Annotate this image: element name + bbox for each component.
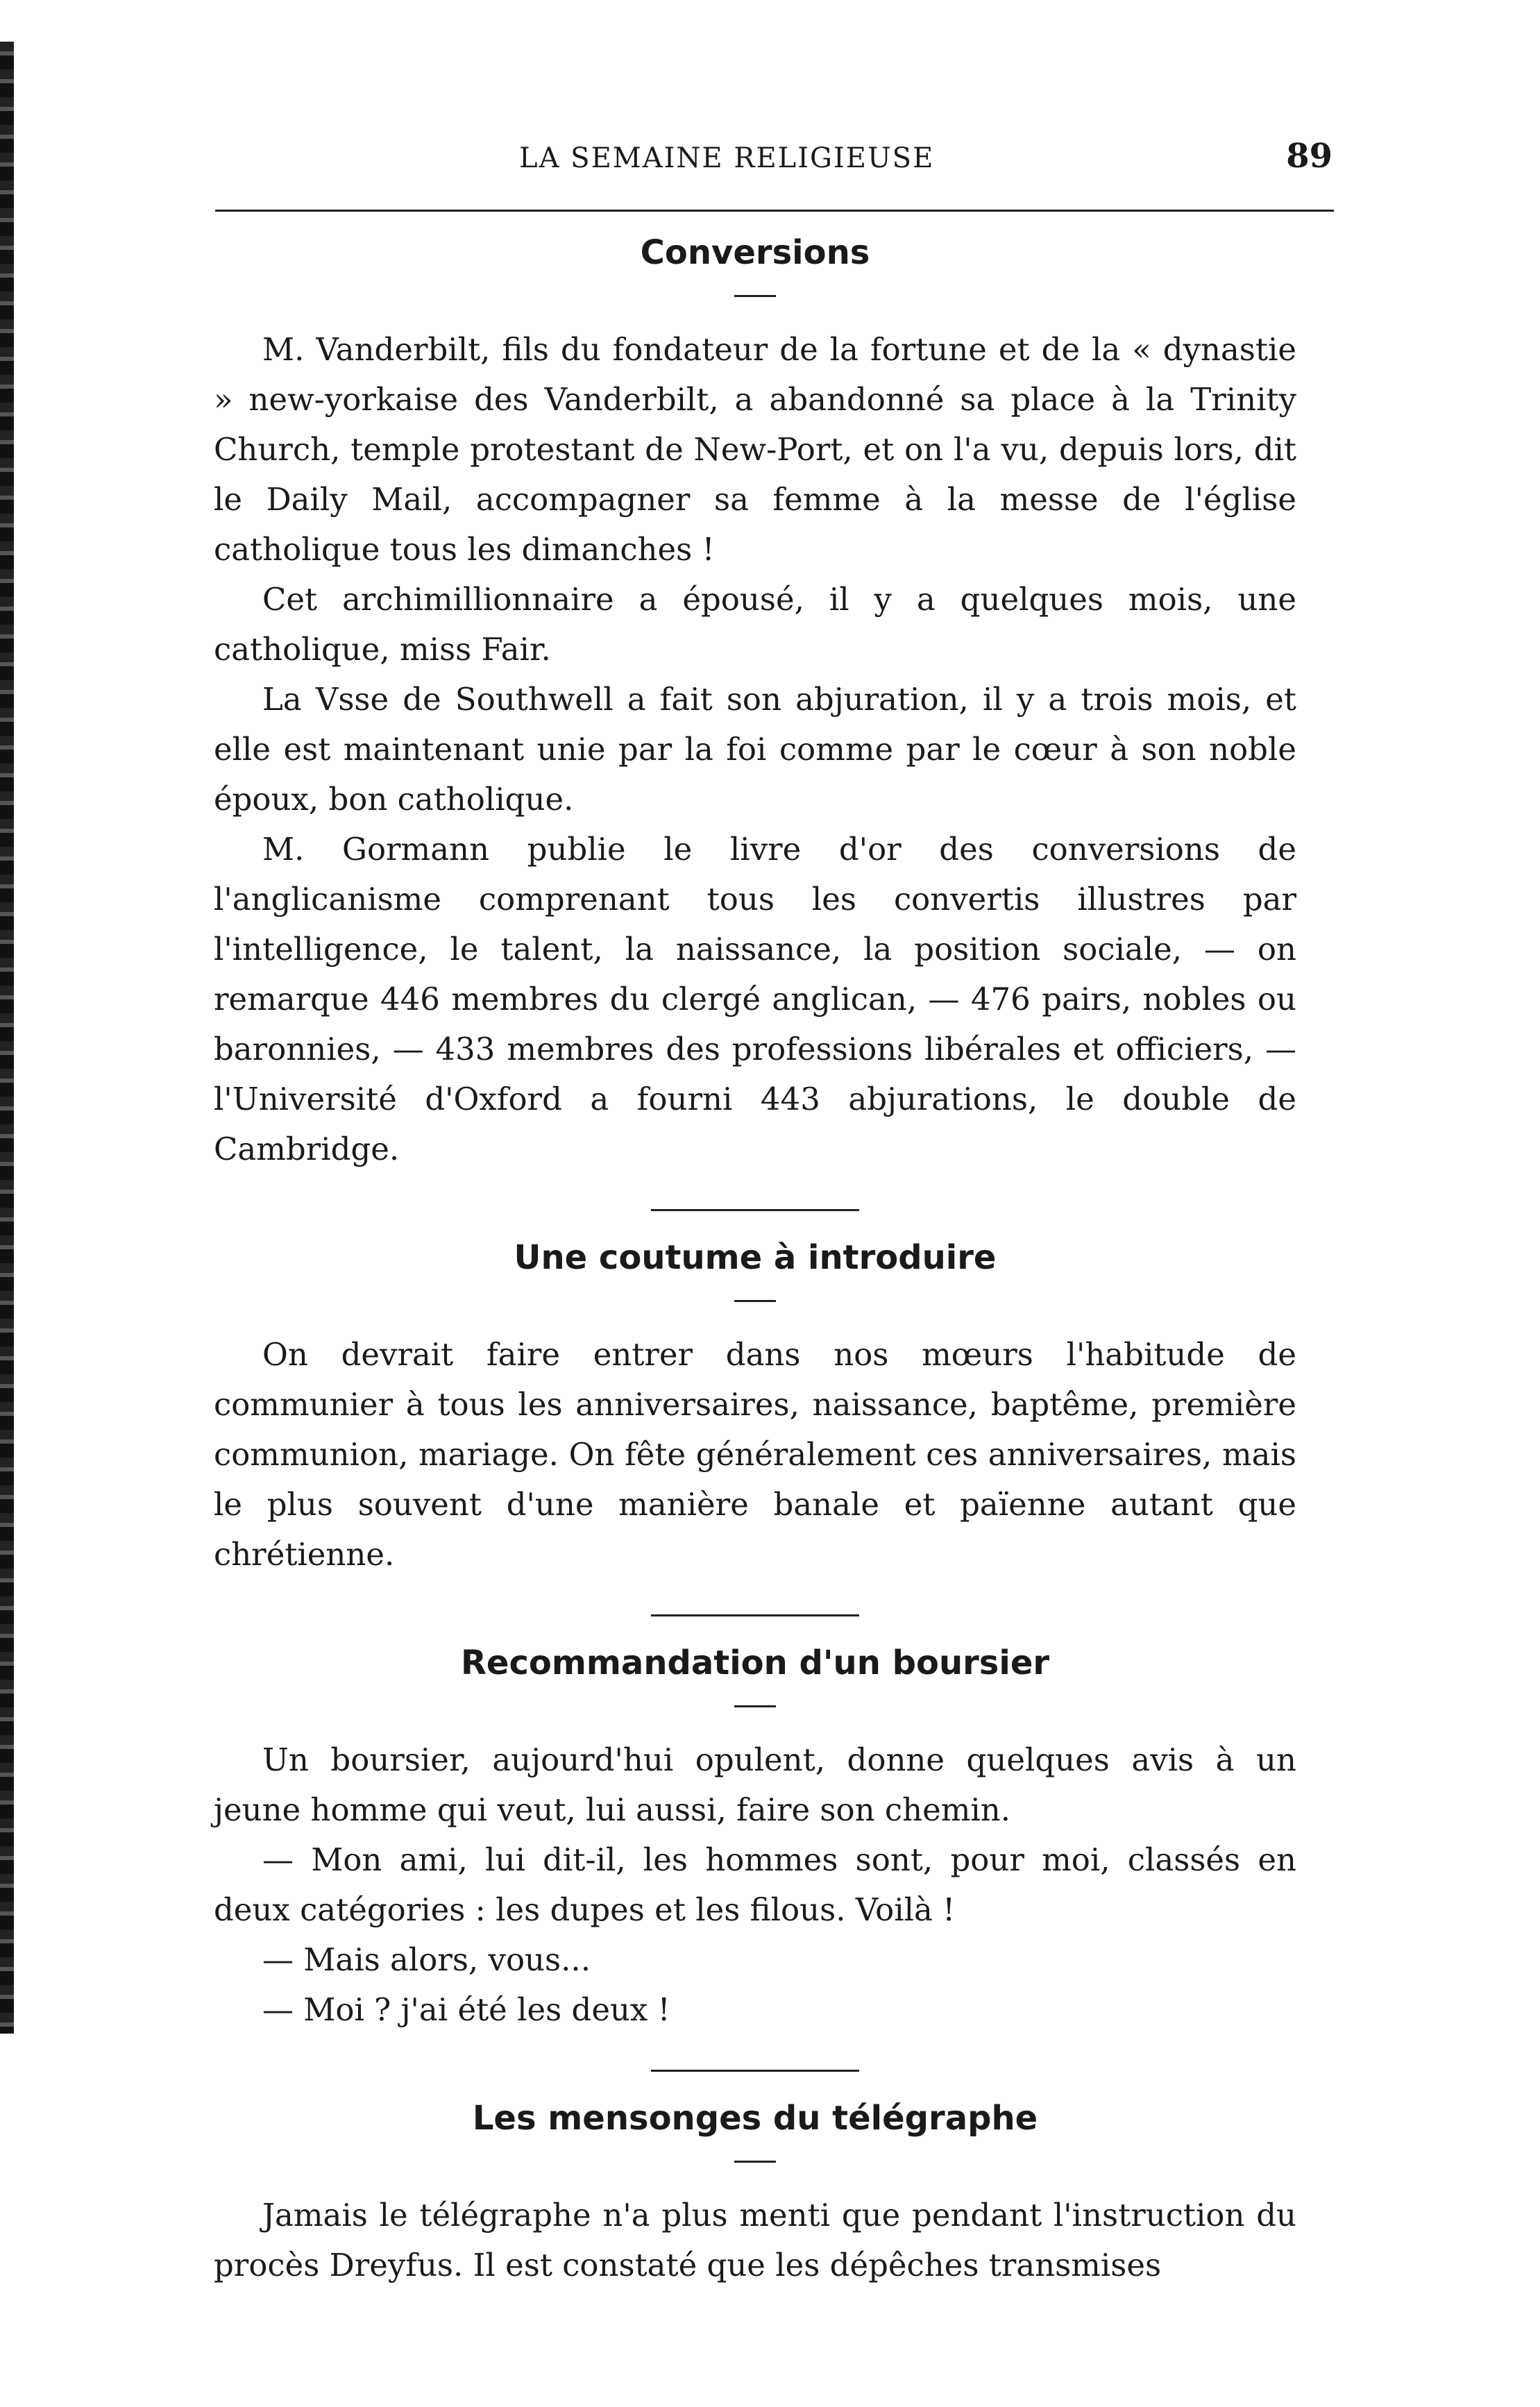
section-une-coutume bbox=[214, 1231, 1296, 1580]
section-title: Les mensonges du télégraphe bbox=[472, 2099, 1038, 2138]
title-dash bbox=[734, 2161, 776, 2163]
page-binding-edge bbox=[0, 42, 14, 2034]
paragraph: Cet archimillionnaire a épousé, il y a quelques mois, une catholique, miss Fair. bbox=[214, 581, 1296, 668]
running-title: LA SEMAINE RELIGIEUSE bbox=[519, 142, 935, 174]
page-number: 89 bbox=[1286, 137, 1332, 176]
paragraph: M. Vanderbilt, fils du fondateur de la fortune et de la « dynastie » new-yorkaise des Vanderbilt, a abandonné sa place à la Trinity Church, temple protestant de New-Port, et on l'a vu, depuis lors, dit le Daily Mail, accompagner sa femme à la messe de l'église catholique tous les dimanches ! bbox=[214, 331, 1296, 568]
section-title: Recommandation d'un boursier bbox=[460, 1644, 1050, 1682]
paragraph: Jamais le télégraphe n'a plus menti que pendant l'instruction du procès Dreyfus. Il est constaté que les dépêches transmises bbox=[214, 2197, 1296, 2283]
section-conversions bbox=[214, 226, 1296, 1174]
paragraph: — Mais alors, vous... bbox=[262, 1941, 591, 1978]
section-mensonges-telegraphe bbox=[214, 2091, 1296, 2290]
section-title: Une coutume à introduire bbox=[514, 1238, 997, 1277]
page-body bbox=[214, 226, 1296, 2290]
section-title: Conversions bbox=[640, 233, 870, 272]
section-recommandation bbox=[214, 1636, 1296, 2035]
paragraph: — Moi ? j'ai été les deux ! bbox=[262, 1991, 670, 2028]
paragraph: M. Gormann publie le livre d'or des conversions de l'anglicanisme comprenant tous les convertis illustres par l'intelligence, le talent, la naissance, la position sociale, — on remarque 446 membres du clergé anglican, — 476 pairs, nobles ou baronnies, — 433 membres des professions libérales et officiers, — l'Université d'Oxford a fourni 443 abjurations, le double de Cambridge. bbox=[214, 831, 1296, 1167]
section-separator bbox=[651, 1614, 859, 1616]
title-dash bbox=[734, 1300, 776, 1302]
paragraph: On devrait faire entrer dans nos mœurs l'habitude de communier à tous les anniversaires, naissance, baptême, première communion, mariage. On fête généralement ces anniversaires, mais le plus souvent d'une manière banale et païenne autant que chrétienne. bbox=[214, 1336, 1296, 1573]
paragraph: — Mon ami, lui dit-il, les hommes sont, pour moi, classés en deux catégories : les dupes et les filous. Voilà ! bbox=[214, 1841, 1296, 1928]
header-rule bbox=[215, 210, 1334, 212]
title-dash bbox=[734, 295, 776, 297]
title-dash bbox=[734, 1705, 776, 1707]
running-header bbox=[215, 137, 1367, 184]
section-separator bbox=[651, 2070, 859, 2072]
paragraph: Un boursier, aujourd'hui opulent, donne quelques avis à un jeune homme qui veut, lui aussi, faire son chemin. bbox=[214, 1741, 1296, 1828]
paragraph: La Vsse de Southwell a fait son abjuration, il y a trois mois, et elle est maintenant unie par la foi comme par le cœur à son noble époux, bon catholique. bbox=[214, 681, 1296, 818]
section-separator bbox=[651, 1209, 859, 1211]
